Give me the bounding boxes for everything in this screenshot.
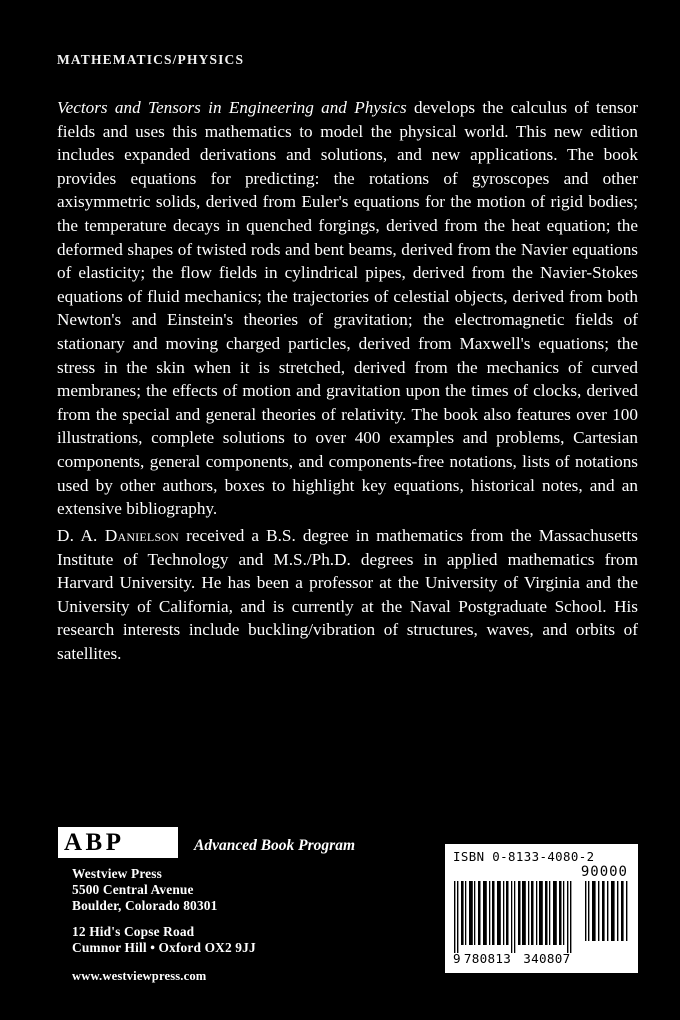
barcode-addon-value: 90000 <box>580 864 628 880</box>
publisher-address <box>72 866 256 985</box>
publisher-address-us-line1: 5500 Central Avenue <box>72 881 194 897</box>
abp-logo-text: ABP <box>64 829 125 856</box>
isbn-label: ISBN 0-8133-4080-2 <box>453 849 595 864</box>
publisher-address-us-line2: Boulder, Colorado 80301 <box>72 897 218 913</box>
book-description-text: develops the calculus of tensor fields and uses this mathematics to model the physical world. This new edition includes expanded derivations and solutions, and new applications. The book provides equations for predicting: the rotations of gyroscopes and other axisymmetric solids, derived from Euler's equations for the motion of rigid bodies; the temperature decays in quenched forgings, derived from the heat equation; the deformed shapes of twisted rods and bent beams, derived from the Navier equations of elasticity; the flow fields in cylindrical pipes, derived from the Navier-Stokes equations of fluid mechanics; the trajectories of celestial objects, derived from both Newton's and Einstein's theories of gravitation; the electromagnetic fields of stationary and moving charged particles, derived from Maxwell's equations; the stress in the skin when it is stretched, derived from the mechanics of curved membranes; the effects of motion and gravitation upon the times of clocks, derived from the special and general theories of relativity. The book also features over 100 illustrations, complete solutions to over 400 examples and problems, Cartesian components, general components, and components-free notations, lists of notations used by other authors, boxes to highlight key equations, historical notes, and an extensive bibliography. <box>57 98 638 519</box>
category-label: MATHEMATICS/PHYSICS <box>57 52 245 67</box>
publisher-address-uk-line1: 12 Hid's Copse Road <box>72 924 195 940</box>
publisher-address-uk <box>72 924 256 956</box>
publisher-address-us <box>72 866 256 913</box>
publisher-website: www.westviewpress.com <box>72 968 207 983</box>
ean13-barcode-image <box>453 881 575 953</box>
author-biography <box>57 524 638 666</box>
barcode-panel <box>445 844 638 973</box>
book-description <box>57 96 638 521</box>
author-name: D. A. Danielson <box>57 526 180 545</box>
ean13-group-1: 780813 <box>463 951 512 966</box>
ean13-lead-digit: 9 <box>453 951 461 966</box>
abp-logo <box>58 827 178 858</box>
ean13-digits <box>453 952 630 966</box>
author-biography-text: received a B.S. degree in mathematics from the Massachusetts Institute of Technology and M.S./Ph.D. degrees in applied mathematics from Harvard University. He has been a professor at the University of Virginia and the University of California, and is currently at the Naval Postgraduate School. His research interests include buckling/vibration of structures, waves, and orbits of satellites. <box>57 526 638 663</box>
book-title: Vectors and Tensors in Engineering and Physics <box>57 98 407 117</box>
barcode-bars-row <box>453 881 630 953</box>
publisher-logo-row <box>58 827 355 858</box>
abp-tagline: Advanced Book Program <box>194 837 356 854</box>
ean13-group-2: 340807 <box>523 951 571 966</box>
publisher-address-uk-line2: Cumnor Hill • Oxford OX2 9JJ <box>72 940 256 956</box>
barcode-addon-image <box>584 881 630 941</box>
publisher-name: Westview Press <box>72 866 162 881</box>
